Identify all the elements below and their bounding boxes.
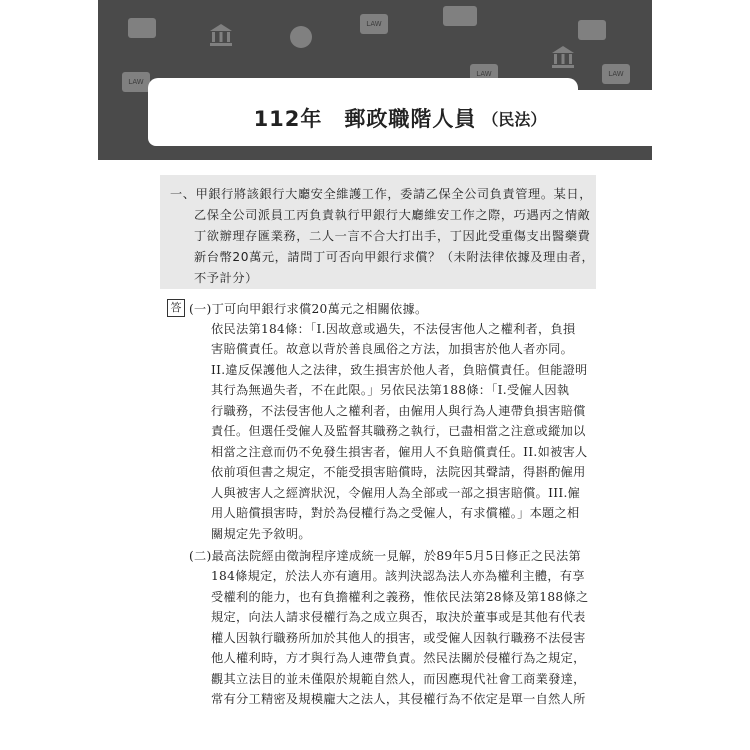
seal-icon — [290, 26, 312, 48]
answer-line: 行職務，不法侵害他人之權利者，由僱用人與行為人連帶負損害賠償 — [211, 404, 586, 418]
answer-line: 害賠償責任。故意以背於善良風俗之方法，加損害於他人者亦同。 — [211, 342, 574, 356]
question-line: 新台幣20萬元，請問丁可否向甲銀行求償？（未附法律依據及理由者， — [194, 250, 595, 264]
courthouse-icon-2 — [550, 44, 576, 70]
law-book-icon-6: LAW — [602, 64, 630, 84]
answer-line: 關規定先予敘明。 — [211, 527, 311, 541]
page-title: 112年 郵政職階人員 — [253, 107, 477, 131]
question-line: 乙保全公司派員工丙負責執行甲銀行大廳維安工作之際，巧遇丙之情敵 — [194, 208, 591, 222]
answer-line: 相當之注意而仍不免發生損害者，僱用人不負賠償責任。II.如被害人 — [211, 445, 588, 459]
courthouse-icon — [208, 22, 234, 48]
answer-line: 規定，向法人請求侵權行為之成立與否，取決於董事或是其他有代表 — [211, 610, 586, 624]
question-box — [160, 175, 596, 289]
answer-line: 其行為無過失者，不在此限。」另依民法第188條：「I.受僱人因執 — [211, 383, 570, 397]
law-book-icon-3 — [578, 20, 606, 40]
answer-icon: 答 — [167, 299, 185, 317]
page-subtitle: （民法） — [482, 109, 547, 129]
answer-line: 依前項但書之規定，不能受損害賠償時，法院因其聲請，得斟酌僱用 — [211, 465, 586, 479]
title-card — [148, 90, 652, 146]
document-icon — [443, 6, 477, 26]
answer-line: 觀其立法目的並未僅限於規範自然人，而因應現代社會工商業發達， — [211, 672, 586, 686]
question-line: 一、甲銀行將該銀行大廳安全維護工作，委請乙保全公司負責管理。某日， — [170, 187, 592, 201]
answer-line: (二)最高法院經由徵詢程序達成統一見解，於89年5月5日修正之民法第 — [189, 549, 581, 563]
law-book-icon-5: LAW — [470, 64, 498, 84]
law-book-icon-2: LAW — [360, 14, 388, 34]
law-book-icon-4: LAW — [122, 72, 150, 92]
answer-line: 用人賠償損害時，對於為侵權行為之受僱人，有求償權。」本題之相 — [211, 506, 580, 520]
answer-line: 依民法第184條：「I.因故意或過失，不法侵害他人之權利者，負損 — [211, 322, 576, 336]
answer-line: II.違反保護他人之法律，致生損害於他人者，負賠償責任。但能證明 — [211, 363, 588, 377]
question-line: 丁欲辦理存匯業務，二人一言不合大打出手，丁因此受重傷支出醫藥費 — [194, 229, 591, 243]
answer-line: 常有分工精密及規模龐大之法人，其侵權行為不依定是單一自然人所 — [211, 692, 586, 706]
answer-line: (一)丁可向甲銀行求償20萬元之相關依據。 — [189, 302, 428, 316]
answer-line: 責任。但選任受僱人及監督其職務之執行，已盡相當之注意或縱加以 — [211, 424, 586, 438]
answer-line: 權人因執行職務所加於其他人的損害，或受僱人因執行職務不法侵害 — [211, 631, 586, 645]
question-line: 不予計分） — [194, 271, 258, 285]
answer-line: 人與被害人之經濟狀況，令僱用人為全部或一部之損害賠償。III.僱 — [211, 486, 581, 500]
law-book-icon — [128, 18, 156, 38]
answer-line: 他人權利時，方才與行為人連帶負責。然民法關於侵權行為之規定， — [211, 651, 586, 665]
answer-line: 受權利的能力，也有負擔權利之義務，惟依民法第28條及第188條之 — [211, 590, 589, 604]
answer-line: 184條規定，於法人亦有適用。該判決認為法人亦為權利主體，有享 — [211, 569, 585, 583]
